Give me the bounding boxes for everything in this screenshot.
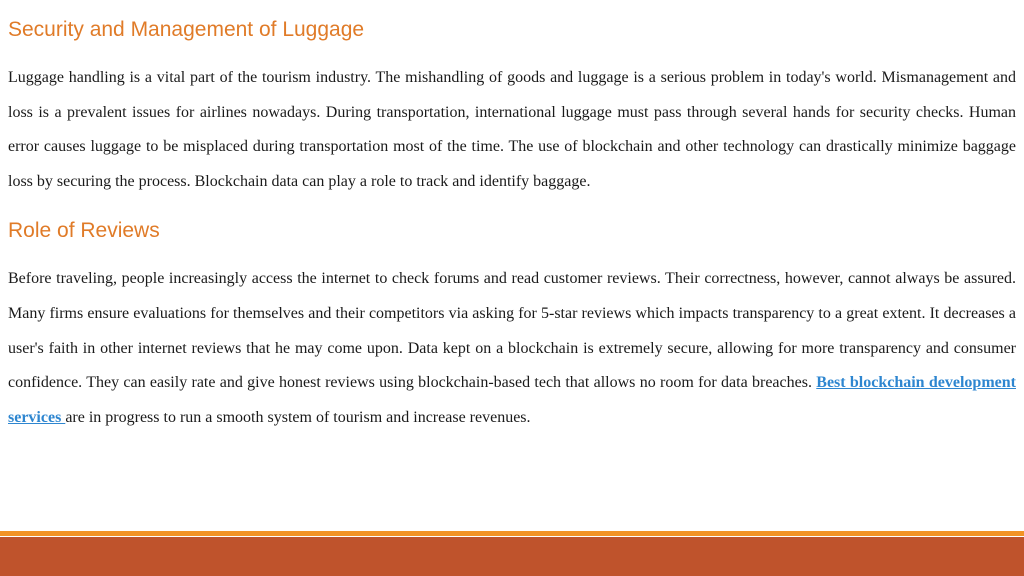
footer-band [0, 537, 1024, 576]
reviews-text-before-link: Before traveling, people increasingly access the internet to check forums and read customer reviews. Their correctness, however, cannot always be assured. Many firms ensure evaluations for themselves and their competitors via asking for 5-star reviews which impacts transparency to a great extent. It decreases a user's faith in other internet reviews that he may come upon. Data kept on a blockchain is extremely secure, allowing for more transparency and consumer confidence. They can easily rate and give honest reviews using blockchain-based tech that allows no room for data breaches. [8, 270, 1016, 392]
reviews-text-after-link: are in progress to run a smooth system of tourism and increase revenues. [65, 408, 531, 426]
paragraph-role-of-reviews [8, 262, 1016, 435]
footer-stripe [0, 531, 1024, 536]
paragraph-luggage-security: Luggage handling is a vital part of the tourism industry. The mishandling of goods and luggage is a serious problem in today's world. Mismanagement and loss is a prevalent issues for airlines nowadays. During transportation, international luggage must pass through several hands for security checks. Human error causes luggage to be misplaced during transportation most of the time. The use of blockchain and other technology can drastically minimize baggage loss by securing the process. Blockchain data can play a role to track and identify baggage. [8, 69, 1016, 190]
blockchain-services-link[interactable]: Best blockchain development services [8, 374, 1016, 426]
heading-luggage-security: Security and Management of Luggage [8, 18, 365, 41]
heading-role-of-reviews: Role of Reviews [8, 219, 160, 243]
slide-content [8, 14, 1016, 435]
